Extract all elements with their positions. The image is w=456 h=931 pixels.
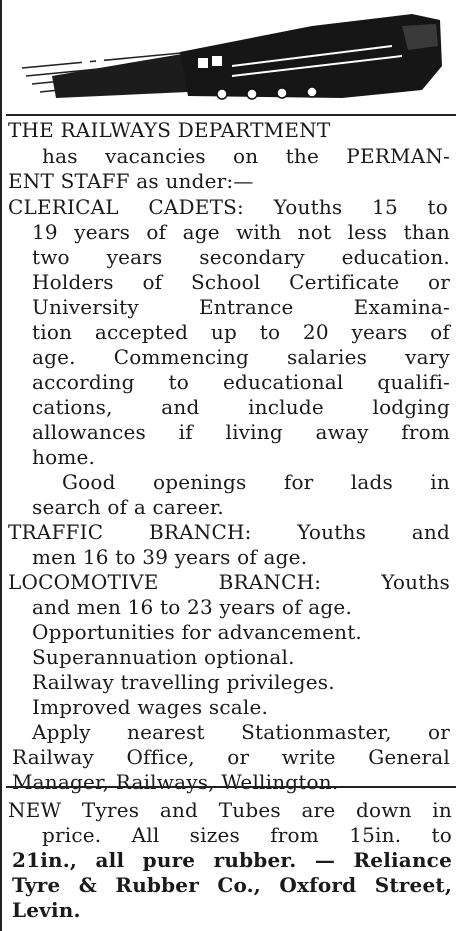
- ad-line: home.: [32, 445, 96, 469]
- ad-line: Superannuation optional.: [32, 645, 295, 669]
- ad-line: cations, and include lodging: [32, 395, 450, 419]
- ad-line: ENT STAFF as under:—: [8, 169, 254, 193]
- ad-line: Improved wages scale.: [32, 695, 269, 719]
- ad-line: University Entrance Examina-: [32, 295, 450, 319]
- ad-line: 19 years of age with not less than: [32, 220, 450, 244]
- ad-line: according to educational qualifi-: [32, 370, 450, 394]
- section-traffic-branch: TRAFFIC BRANCH: Youths and: [8, 520, 450, 544]
- ad-line: Holders of School Certificate or: [32, 270, 450, 294]
- ad-line: Opportunities for advancement.: [32, 620, 362, 644]
- ad-line: age. Commencing salaries vary: [32, 345, 450, 369]
- ad-line: has vacancies on the PERMAN-: [42, 144, 450, 168]
- section-clerical-cadets: CLERICAL CADETS: Youths 15 to: [8, 195, 448, 219]
- ad-line: Good openings for lads in: [62, 470, 450, 494]
- train-illustration: [12, 6, 444, 110]
- ad-line: men 16 to 39 years of age.: [32, 545, 308, 569]
- middle-divider: [6, 786, 456, 788]
- ad-line: Levin.: [12, 898, 81, 922]
- ad-line: Railway travelling privileges.: [32, 670, 335, 694]
- ad-line: Tyre & Rubber Co., Oxford Street,: [12, 873, 452, 897]
- ad-heading: THE RAILWAYS DEPARTMENT: [8, 118, 331, 142]
- ad-line: search of a career.: [32, 495, 224, 519]
- ad-line: price. All sizes from 15in. to: [42, 823, 452, 847]
- ad-line: 21in., all pure rubber. — Reliance: [12, 848, 452, 872]
- ad-line: NEW Tyres and Tubes are down in: [8, 798, 452, 822]
- ad-line: Manager, Railways, Wellington.: [12, 770, 339, 794]
- ad-line: allowances if living away from: [32, 420, 450, 444]
- ad-line: two years secondary education.: [32, 245, 450, 269]
- top-divider: [6, 114, 456, 116]
- ad-line: and men 16 to 23 years of age.: [32, 595, 353, 619]
- section-locomotive-branch: LOCOMOTIVE BRANCH: Youths: [8, 570, 450, 594]
- ad-line: tion accepted up to 20 years of: [32, 320, 450, 344]
- ad-line: Railway Office, or write General: [12, 745, 450, 769]
- ad-line: Apply nearest Stationmaster, or: [32, 720, 450, 744]
